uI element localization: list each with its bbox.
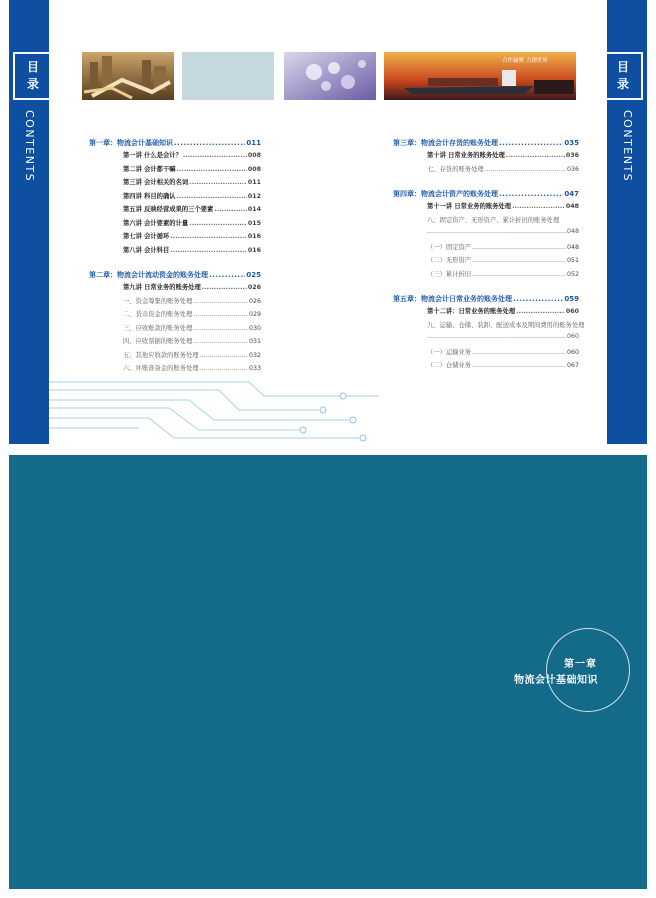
photo-tech-hex <box>284 52 376 100</box>
photo-cargo-ship <box>384 52 576 100</box>
mulu-char-bottom: 录 <box>26 77 39 91</box>
toc-entry[interactable]: （二）无形资产 ..... 051 <box>393 255 579 269</box>
circuit-decoration <box>49 378 469 444</box>
cover-chapter-title: 物流会计基础知识 <box>514 675 598 686</box>
toc-entry[interactable]: 第一讲 什么是会计？ ..... 008 <box>89 150 261 164</box>
toc-entry[interactable]: 五、其他应收款的账务处理 ..... 032 <box>89 350 261 364</box>
toc-entry[interactable]: 第二讲 会计都干嘛 ..... 008 <box>89 164 261 178</box>
toc-chapter-4[interactable]: 第四章：物流会计资产的账务处理 ..... 047 <box>393 189 579 201</box>
mulu-box-left <box>13 52 65 100</box>
toc-entry-wrap-first[interactable]: 八、固定资产、无形资产、累计折旧的账务处理 <box>427 216 560 224</box>
toc-entry[interactable]: （二）仓储业务 ..... 067 <box>393 360 579 374</box>
toc-entry[interactable]: 第四讲 科目的确认 ..... 012 <box>89 191 261 205</box>
contents-label-right: CONTENTS <box>621 110 634 183</box>
toc-entry[interactable]: 第五讲 反映经营成果的三个要素 ..... 014 <box>89 204 261 218</box>
toc-entry[interactable]: （三）累计折旧 ..... 052 <box>393 269 579 283</box>
toc-spread <box>9 0 647 444</box>
toc-entry[interactable]: 一、资金筹集的账务处理 ..... 026 <box>89 296 261 310</box>
cover-ring <box>546 628 630 712</box>
toc-chapter-5[interactable]: 第五章：物流会计日常业务的账务处理 ..... 059 <box>393 294 579 306</box>
toc-entry[interactable]: 第九讲 日常业务的账务处理 ..... 026 <box>89 282 261 296</box>
toc-entry[interactable]: （一）固定资产 ..... 048 <box>393 242 579 256</box>
toc-right-column <box>393 138 585 374</box>
photo-plain <box>182 52 274 100</box>
photo-city-arrows <box>82 52 174 100</box>
toc-entry[interactable]: 第十一讲 日常业务的账务处理 ..... 048 <box>393 201 579 215</box>
toc-chapter-3[interactable]: 第三章：物流会计存货的账务处理 ..... 035 <box>393 138 579 150</box>
toc-entry[interactable]: 第十二讲：日常业务的账务处理 ..... 060 <box>393 306 579 320</box>
contents-label-left: CONTENTS <box>23 110 36 183</box>
toc-entry[interactable]: 三、应收账款的账务处理 ..... 030 <box>89 323 261 337</box>
cover-chapter-number: 第一章 <box>564 659 597 670</box>
toc-chapter-1[interactable]: 第一章：物流会计基础知识 ..... 011 <box>89 138 261 150</box>
toc-chapter-2[interactable]: 第二章：物流会计流动资金的账务处理 ..... 025 <box>89 270 261 282</box>
toc-entry[interactable]: 第十讲 日常业务的账务处理 ..... 036 <box>393 150 579 164</box>
mulu-box-right <box>591 52 643 100</box>
toc-entry[interactable]: 第七讲 会计循环 ..... 016 <box>89 231 261 245</box>
toc-entry[interactable]: 第六讲 会计要素的计量 ..... 015 <box>89 218 261 232</box>
toc-entry[interactable]: （一）运输业务 ..... 060 <box>393 347 579 361</box>
toc-entry[interactable]: 四、应收票据的账务处理 ..... 031 <box>89 336 261 350</box>
mulu-char-bottom: 录 <box>616 77 629 91</box>
toc-entry-wrap-second[interactable]: ..... 048 <box>393 228 579 242</box>
toc-entry-wrap-first[interactable]: 九、运输、仓储、装卸、配送成本及期间费用的账务处理 <box>427 321 585 329</box>
mulu-char-top: 目 <box>616 60 629 74</box>
right-side-bar <box>607 0 647 444</box>
left-side-bar <box>9 0 49 444</box>
toc-entry[interactable]: 二、货币资金的账务处理 ..... 029 <box>89 309 261 323</box>
toc-entry[interactable]: 六、坏账准备金的账务处理 ..... 033 <box>89 363 261 377</box>
mulu-char-top: 目 <box>26 60 39 74</box>
toc-entry-wrap-second[interactable]: ..... 060 <box>393 333 579 347</box>
toc-entry[interactable]: 第八讲 会计科目 ..... 016 <box>89 245 261 259</box>
toc-left-column <box>89 138 261 377</box>
toc-entry[interactable]: 七、存货的账务处理 ..... 036 <box>393 164 579 178</box>
toc-entry[interactable]: 第三讲 会计相关的名词 ..... 011 <box>89 177 261 191</box>
ship-caption: 合作赢聚 力創世界 <box>502 58 548 64</box>
chapter-cover-page <box>9 455 647 889</box>
